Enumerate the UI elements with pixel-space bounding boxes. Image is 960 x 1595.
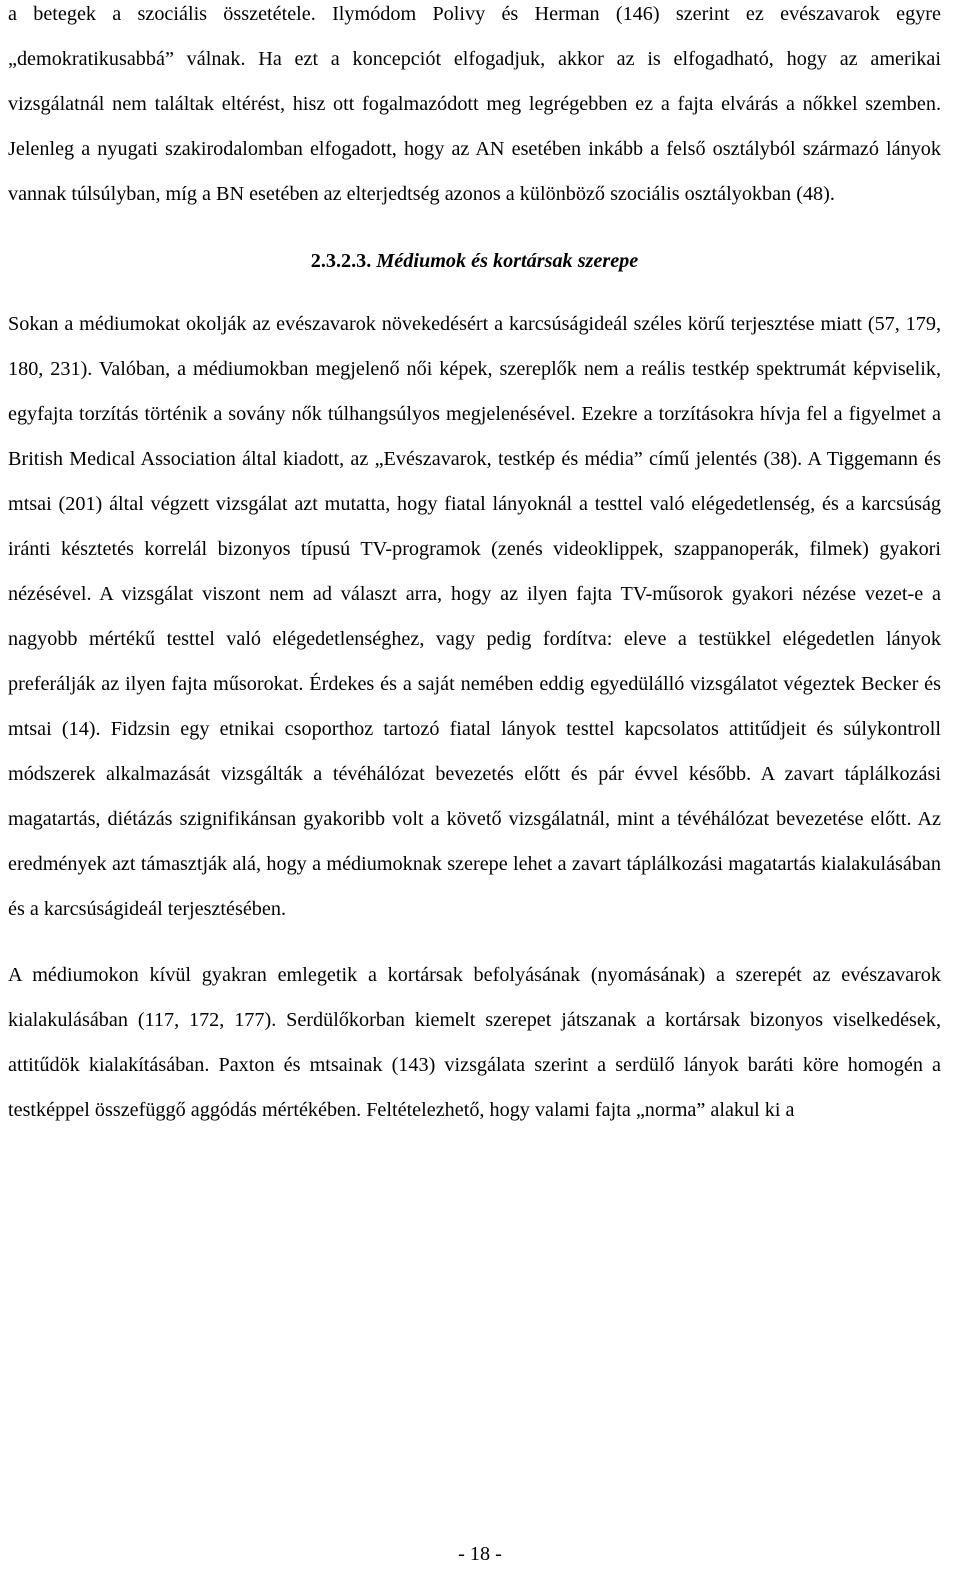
section-heading bbox=[8, 239, 941, 284]
paragraph-media: Sokan a médiumokat okolják az evészavarok növekedésért a karcsúságideál széles körű terjesztése miatt (57, 179, 180, 231). Valóban, a médiumokban megjelenő női képek, szereplők nem a reális testkép spektrumát képviselik, egyfajta torzítás történik a sovány nők túlhangsúlyos megjelenésével. Ezekre a torzításokra hívja fel a figyelmet a British Medical Association által kiadott, az „Evészavarok, testkép és média” című jelentés (38). A Tiggemann és mtsai (201) által végzett vizsgálat azt mutatta, hogy fiatal lányoknál a testtel való elégedetlenség, és a karcsúság iránti késztetés korrelál bizonyos típusú TV-programok (zenés videoklippek, szappanoperák, filmek) gyakori nézésével. A vizsgálat viszont nem ad választ arra, hogy az ilyen fajta TV-műsorok gyakori nézése vezet-e a nagyobb mértékű testtel való elégedetlenséghez, vagy pedig fordítva: eleve a testükkel elégedetlen lányok preferálják az ilyen fajta műsorokat. Érdekes és a saját nemében eddig egyedülálló vizsgálatot végeztek Becker és mtsai (14). Fidzsin egy etnikai csoporthoz tartozó fiatal lányok testtel kapcsolatos attitűdjeit és súlykontroll módszerek alkalmazását vizsgálták a tévéhálózat bevezetés előtt és pár évvel később. A zavart táplálkozási magatartás, diétázás szignifikánsan gyakoribb volt a követő vizsgálatnál, mint a tévéhálózat bevezetése előtt. Az eredmények azt támasztják alá, hogy a médiumoknak szerepe lehet a zavart táplálkozási magatartás kialakulásában és a karcsúságideál terjesztésében. bbox=[8, 313, 941, 920]
section-number: 2.3.2.3. bbox=[310, 250, 372, 272]
page-number: - 18 - bbox=[458, 1543, 502, 1565]
document-page bbox=[8, 0, 941, 1133]
paragraph-peers: A médiumokon kívül gyakran emlegetik a kortársak befolyásának (nyomásának) a szerepét az evészavarok kialakulásában (117, 172, 177). Serdülőkorban kiemelt szerepet játszanak a kortársak bizonyos viselkedések, attitűdök kialakításában. Paxton és mtsainak (143) vizsgálata szerint a serdülő lányok baráti köre homogén a testképpel összefüggő aggódás mértékében. Feltételezhető, hogy valami fajta „norma” alakul ki a bbox=[8, 964, 941, 1121]
paragraph-intro: a betegek a szociális összetétele. Ilymódom Polivy és Herman (146) szerint ez evészavarok egyre „demokratikusabbá” válnak. Ha ezt a koncepciót elfogadjuk, akkor az is elfogadható, hogy az amerikai vizsgálatnál nem találtak eltérést, hisz ott fogalmazódott meg legrégebben ez a fajta elvárás a nőkkel szemben. Jelenleg a nyugati szakirodalomban elfogadott, hogy az AN esetében inkább a felső osztályból származó lányok vannak túlsúlyban, míg a BN esetében az elterjedtség azonos a különböző szociális osztályokban (48). bbox=[8, 3, 941, 205]
section-title: Médiumok és kortársak szerepe bbox=[376, 250, 639, 272]
